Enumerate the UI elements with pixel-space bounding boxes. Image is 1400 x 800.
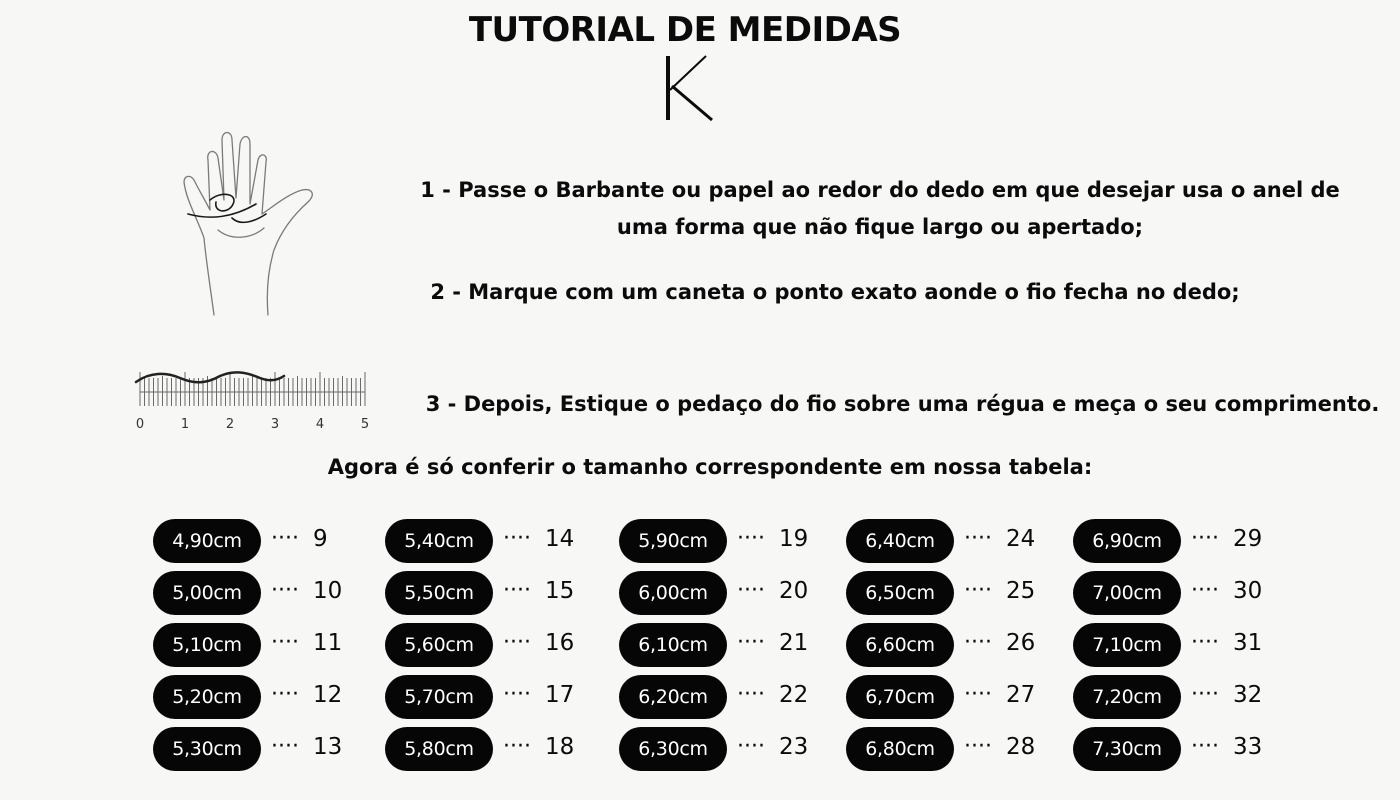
circumference-badge: 6,40cm: [846, 519, 954, 563]
size-row: [846, 621, 1046, 673]
circumference-badge: 4,90cm: [153, 519, 261, 563]
ruler-label: 3: [270, 417, 280, 432]
circumference-badge: 5,40cm: [385, 519, 493, 563]
ring-size-number: 20: [779, 578, 809, 604]
size-row: [846, 517, 1046, 569]
ring-size-number: 19: [779, 526, 809, 552]
dot-leader: ····: [964, 734, 992, 759]
size-row: [1073, 725, 1273, 777]
circumference-badge: 7,20cm: [1073, 675, 1181, 719]
ring-size-number: 32: [1233, 682, 1263, 708]
dot-leader: ····: [964, 578, 992, 603]
ring-size-number: 30: [1233, 578, 1263, 604]
ring-size-number: 12: [313, 682, 343, 708]
dot-leader: ····: [271, 526, 299, 551]
ring-size-table: [153, 517, 1273, 777]
ring-size-number: 23: [779, 734, 809, 760]
dot-leader: ····: [271, 734, 299, 759]
circumference-badge: 6,60cm: [846, 623, 954, 667]
size-row: [846, 725, 1046, 777]
ring-size-number: 21: [779, 630, 809, 656]
ruler-icon: [130, 362, 380, 436]
size-column: [1073, 517, 1273, 777]
size-column: [619, 517, 819, 777]
dot-leader: ····: [503, 734, 531, 759]
dot-leader: ····: [737, 734, 765, 759]
size-column: [153, 517, 353, 777]
size-row: [619, 517, 819, 569]
dot-leader: ····: [1191, 578, 1219, 603]
size-row: [1073, 569, 1273, 621]
circumference-badge: 7,00cm: [1073, 571, 1181, 615]
dot-leader: ····: [271, 578, 299, 603]
size-row: [619, 621, 819, 673]
dot-leader: ····: [964, 526, 992, 551]
circumference-badge: 5,20cm: [153, 675, 261, 719]
circumference-badge: 6,50cm: [846, 571, 954, 615]
dot-leader: ····: [1191, 734, 1219, 759]
ring-size-number: 33: [1233, 734, 1263, 760]
step-2-instruction: 2 - Marque com um caneta o ponto exato aonde o fio fecha no dedo;: [430, 280, 1240, 304]
circumference-badge: 5,70cm: [385, 675, 493, 719]
ring-size-number: 29: [1233, 526, 1263, 552]
ring-size-number: 24: [1006, 526, 1036, 552]
ruler-label: 4: [315, 417, 325, 432]
size-row: [385, 621, 585, 673]
table-intro: Agora é só conferir o tamanho correspondente em nossa tabela:: [327, 455, 1093, 479]
size-row: [1073, 673, 1273, 725]
ring-size-number: 27: [1006, 682, 1036, 708]
page-title: TUTORIAL DE MEDIDAS: [468, 10, 902, 50]
size-row: [385, 725, 585, 777]
dot-leader: ····: [1191, 682, 1219, 707]
ring-size-number: 25: [1006, 578, 1036, 604]
size-row: [846, 673, 1046, 725]
ruler-label: 5: [360, 417, 370, 432]
ring-size-number: 10: [313, 578, 343, 604]
circumference-badge: 5,10cm: [153, 623, 261, 667]
circumference-badge: 6,70cm: [846, 675, 954, 719]
ring-size-number: 26: [1006, 630, 1036, 656]
dot-leader: ····: [503, 526, 531, 551]
circumference-badge: 6,00cm: [619, 571, 727, 615]
circumference-badge: 5,50cm: [385, 571, 493, 615]
size-row: [619, 673, 819, 725]
ring-size-number: 9: [313, 526, 328, 552]
circumference-badge: 7,10cm: [1073, 623, 1181, 667]
circumference-badge: 5,00cm: [153, 571, 261, 615]
size-row: [153, 569, 353, 621]
brand-logo: [660, 52, 720, 124]
circumference-badge: 7,30cm: [1073, 727, 1181, 771]
ring-size-number: 28: [1006, 734, 1036, 760]
dot-leader: ····: [737, 526, 765, 551]
dot-leader: ····: [737, 578, 765, 603]
size-row: [153, 725, 353, 777]
ruler-label: 2: [225, 417, 235, 432]
circumference-badge: 6,80cm: [846, 727, 954, 771]
dot-leader: ····: [737, 630, 765, 655]
dot-leader: ····: [271, 682, 299, 707]
size-row: [1073, 517, 1273, 569]
circumference-badge: 6,20cm: [619, 675, 727, 719]
ring-size-number: 31: [1233, 630, 1263, 656]
size-row: [153, 673, 353, 725]
step-1-instruction: 1 - Passe o Barbante ou papel ao redor do dedo em que desejar usa o anel de uma forma que não fique largo ou apertado;: [420, 178, 1340, 239]
circumference-badge: 5,90cm: [619, 519, 727, 563]
circumference-badge: 5,30cm: [153, 727, 261, 771]
ring-size-number: 13: [313, 734, 343, 760]
size-row: [1073, 621, 1273, 673]
ruler-label: 0: [135, 417, 145, 432]
hand-with-string-icon: [170, 110, 340, 320]
size-row: [385, 569, 585, 621]
size-row: [153, 621, 353, 673]
ring-size-number: 22: [779, 682, 809, 708]
circumference-badge: 5,60cm: [385, 623, 493, 667]
dot-leader: ····: [503, 578, 531, 603]
size-column: [846, 517, 1046, 777]
ring-size-number: 11: [313, 630, 343, 656]
size-row: [619, 725, 819, 777]
dot-leader: ····: [1191, 630, 1219, 655]
size-row: [846, 569, 1046, 621]
dot-leader: ····: [737, 682, 765, 707]
size-row: [619, 569, 819, 621]
circumference-badge: 6,10cm: [619, 623, 727, 667]
circumference-badge: 6,30cm: [619, 727, 727, 771]
dot-leader: ····: [964, 682, 992, 707]
ring-size-number: 18: [545, 734, 575, 760]
ring-size-number: 17: [545, 682, 575, 708]
step-3-instruction: 3 - Depois, Estique o pedaço do fio sobre uma régua e meça o seu comprimento.: [425, 392, 1380, 416]
circumference-badge: 6,90cm: [1073, 519, 1181, 563]
size-row: [385, 673, 585, 725]
circumference-badge: 5,80cm: [385, 727, 493, 771]
ruler-label: 1: [180, 417, 190, 432]
size-row: [153, 517, 353, 569]
ring-size-number: 16: [545, 630, 575, 656]
dot-leader: ····: [503, 630, 531, 655]
size-column: [385, 517, 585, 777]
ring-size-number: 15: [545, 578, 575, 604]
dot-leader: ····: [964, 630, 992, 655]
dot-leader: ····: [1191, 526, 1219, 551]
size-row: [385, 517, 585, 569]
dot-leader: ····: [271, 630, 299, 655]
ring-size-number: 14: [545, 526, 575, 552]
dot-leader: ····: [503, 682, 531, 707]
